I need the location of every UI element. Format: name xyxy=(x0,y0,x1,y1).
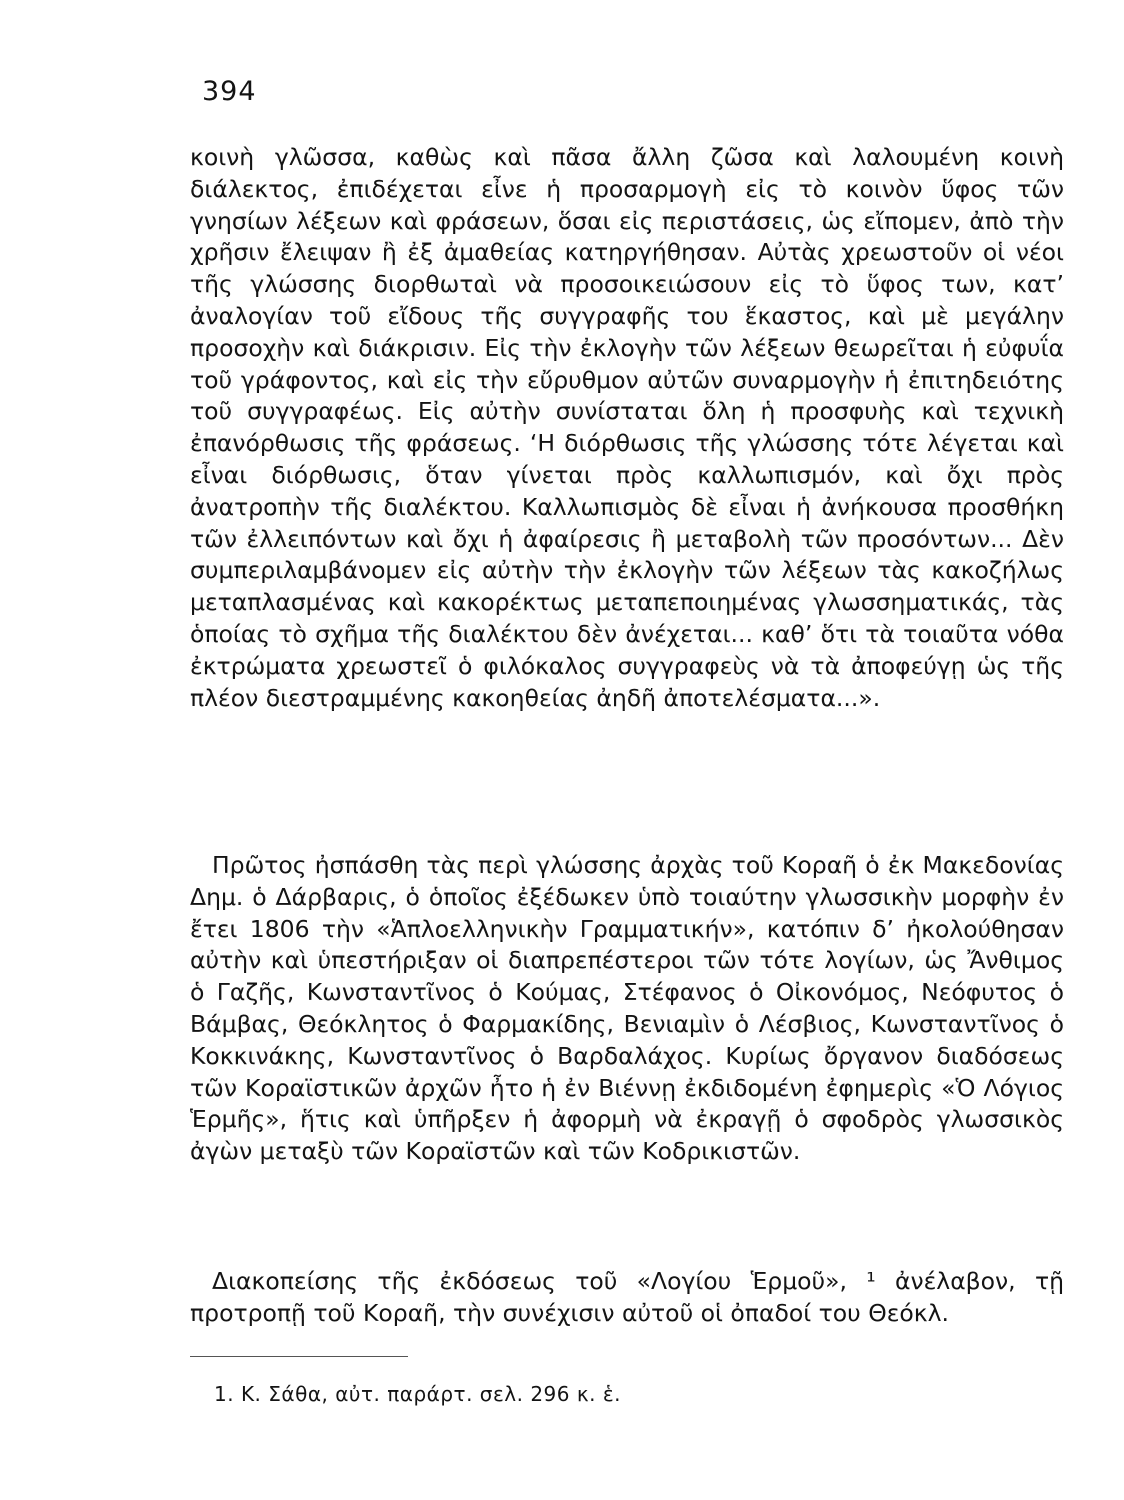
paragraph-1: κοινὴ γλῶσσα, καθὼς καὶ πᾶσα ἄλλη ζῶσα καὶ λαλουμένη κοινὴ διάλεκτος, ἐπιδέχεται εἶνε ἡ προσαρμογὴ εἰς τὸ κοινὸν ὕφος τῶν γνησίων λέξεων καὶ φράσεων, ὅσαι εἰς περιστάσεις, ὡς εἴπομεν, ἀπὸ τὴν χρῆσιν ἔλειψαν ἢ ἐξ ἀμαθείας κατηργήθησαν. Αὐτὰς χρεωστοῦν οἱ νέοι τῆς γλώσσης διορθωταὶ νὰ προσοικειώσουν εἰς τὸ ὕφος των, κατ’ ἀναλογίαν τοῦ εἴδους τῆς συγγραφῆς του ἕκαστος, καὶ μὲ μεγάλην προσοχὴν καὶ διάκρισιν. Εἰς τὴν ἐκλογὴν τῶν λέξεων θεωρεῖται ἡ εὐφυΐα τοῦ γράφοντος, καὶ εἰς τὴν εὔρυθμον αὐτῶν συναρμογὴν ἡ ἐπιτηδειότης τοῦ συγγραφέως. Εἰς αὐτὴν συνίσταται ὅλη ἡ προσφυὴς καὶ τεχνικὴ ἐπανόρθωσις τῆς φράσεως. ‘Η διόρθωσις τῆς γλώσσης τότε λέγεται καὶ εἶναι διόρθωσις, ὅταν γίνεται πρὸς καλλωπισμόν, καὶ ὄχι πρὸς ἀνατροπὴν τῆς διαλέκτου. Καλλωπισμὸς δὲ εἶναι ἡ ἀνήκουσα προσθήκη τῶν ἐλλειπόντων καὶ ὄχι ἡ ἀφαίρεσις ἢ μεταβολὴ τῶν προσόντων... Δὲν συμπεριλαμβάνομεν εἰς αὐτὴν τὴν ἐκλογὴν τῶν λέξεων τὰς κακοζήλως μεταπλασμένας καὶ κακορέκτως μεταπεποιημένας γλωσσηματικάς, τὰς ὁποίας τὸ σχῆμα τῆς διαλέκτου δὲν ἀνέχεται... καθ’ ὅτι τὰ τοιαῦτα νόθα ἐκτρώματα χρεωστεῖ ὁ φιλόκαλος συγγραφεὺς νὰ τὰ ἀποφεύγῃ ὡς τῆς πλέον διεστραμμένης κακοηθείας ἀηδῆ ἀποτελέσματα...». xyxy=(190,143,1064,712)
paragraph-3: Διακοπείσης τῆς ἐκδόσεως τοῦ «Λογίου Ἑρμοῦ», ¹ ἀνέλαβον, τῇ προτροπῇ τοῦ Κοραῆ, τὴν συνέχισιν αὐτοῦ οἱ ὀπαδοί του Θεόκλ. xyxy=(190,1267,1064,1327)
footnote-separator xyxy=(190,1356,408,1357)
footnote-1: 1. Κ. Σάθα, αὐτ. παράρτ. σελ. 296 κ. ἑ. xyxy=(214,1382,622,1406)
page-number: 394 xyxy=(202,76,257,107)
paragraph-2: Πρῶτος ἠσπάσθη τὰς περὶ γλώσσης ἀρχὰς τοῦ Κοραῆ ὁ ἐκ Μακεδονίας Δημ. ὁ Δάρβαρις, ὁ ὁποῖος ἐξέδωκεν ὑπὸ τοιαύτην γλωσσικὴν μορφὴν ἐν ἔτει 1806 τὴν «Ἁπλοελληνικὴν Γραμματικήν», κατόπιν δ’ ἠκολούθησαν αὐτὴν καὶ ὑπεστήριξαν οἱ διαπρεπέστεροι τῶν τότε λογίων, ὡς Ἄνθιμος ὁ Γαζῆς, Κωνσταντῖνος ὁ Κούμας, Στέφανος ὁ Οἰκονόμος, Νεόφυτος ὁ Βάμβας, Θεόκλητος ὁ Φαρμακίδης, Βενιαμὶν ὁ Λέσβιος, Κωνσταντῖνος ὁ Κοκκινάκης, Κωνσταντῖνος ὁ Βαρδαλάχος. Κυρίως ὄργανον διαδόσεως τῶν Κοραϊστικῶν ἀρχῶν ἦτο ἡ ἐν Βιέννῃ ἐκδιδομένη ἐφημερὶς «Ὁ Λόγιος Ἑρμῆς», ἥτις καὶ ὑπῆρξεν ἡ ἀφορμὴ νὰ ἐκραγῇ ὁ σφοδρὸς γλωσσικὸς ἀγὼν μεταξὺ τῶν Κοραϊστῶν καὶ τῶν Κοδρικιστῶν. xyxy=(190,851,1064,1166)
